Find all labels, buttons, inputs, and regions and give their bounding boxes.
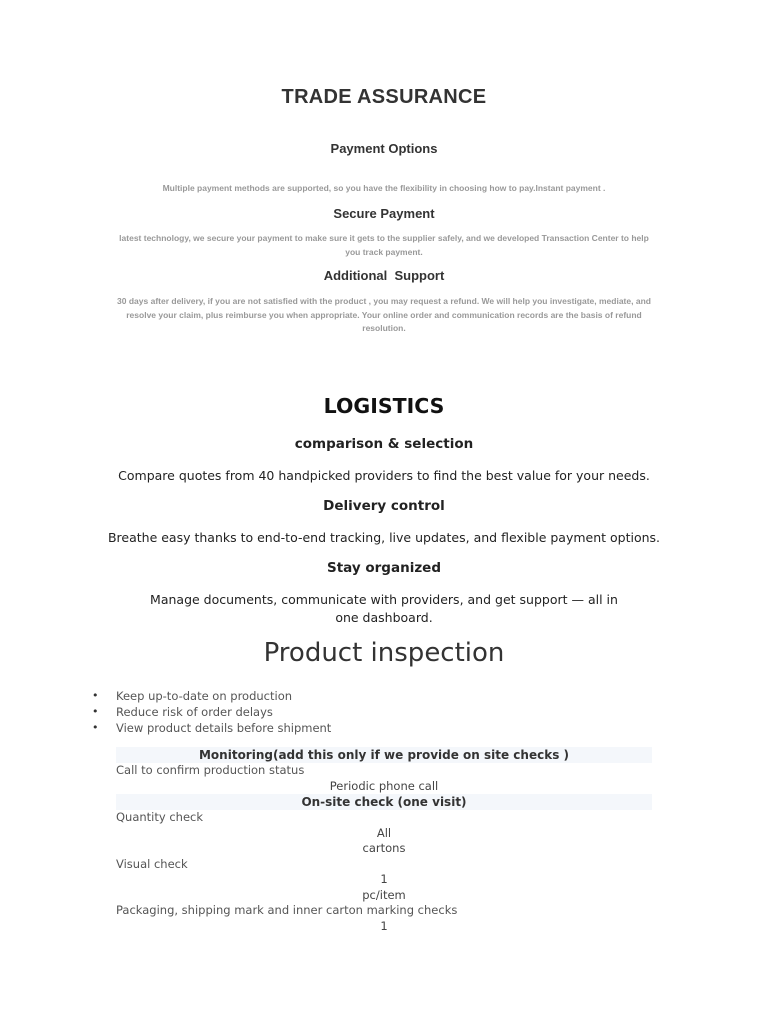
quantity-check-label: Quantity check [116, 810, 204, 824]
secure-payment-heading: Secure Payment [333, 206, 435, 221]
payment-options-text: Multiple payment methods are supported, so you have the flexibility in choosing how to pay.Instant payment . [162, 183, 606, 193]
visual-check-value: 1 [380, 872, 388, 886]
list-item [92, 704, 331, 720]
payment-options-heading: Payment Options [330, 141, 438, 156]
delivery-control-text: Breathe easy thanks to end-to-end tracking, live updates, and flexible payment options. [107, 530, 661, 545]
list-item [92, 688, 331, 704]
comparison-selection-text: Compare quotes from 40 handpicked providers to find the best value for your needs. [118, 468, 650, 483]
list-item-text: Reduce risk of order delays [116, 705, 273, 719]
benefits-list [92, 688, 332, 736]
bullet-icon: • [92, 705, 99, 718]
stay-organized-text: Manage documents, communicate with providers, and get support — all in one dashboard. [150, 592, 618, 625]
monitoring-value: Periodic phone call [329, 778, 439, 793]
bullet-icon: • [92, 689, 99, 702]
visual-check-unit: pc/item [362, 887, 406, 902]
packaging-check-value: 1 [380, 918, 388, 933]
stay-organized-heading: Stay organized [327, 560, 441, 576]
bullet-icon: • [92, 721, 99, 734]
additional-support-text: 30 days after delivery, if you are not satisfied with the product , you may request a refund. We will help you investigate, mediate, and resolve your claim, plus reimburse you when appropriate. Your online order and communication records are the basis of refund resolution. [117, 296, 651, 333]
delivery-control-heading: Delivery control [323, 498, 445, 514]
list-item-text: Keep up-to-date on production [116, 689, 293, 703]
comparison-selection-heading: comparison & selection [294, 436, 474, 452]
secure-payment-text: latest technology, we secure your payment to make sure it gets to the supplier safely, and we developed Transaction Center to help you track payment. [119, 233, 649, 257]
logistics-title: LOGISTICS [323, 394, 445, 418]
additional-support-heading: Additional Support [323, 268, 445, 283]
visual-check-label: Visual check [116, 856, 188, 871]
inspection-table [116, 747, 652, 934]
packaging-check-label: Packaging, shipping mark and inner carton marking checks [116, 903, 458, 917]
list-item-text: View product details before shipment [116, 721, 332, 735]
quantity-check-unit: cartons [362, 841, 406, 855]
monitoring-header: Monitoring(add this only if we provide on site checks ) [116, 747, 652, 763]
quantity-check-value: All [376, 825, 392, 840]
trade-assurance-title: TRADE ASSURANCE [281, 86, 487, 108]
list-item [92, 720, 332, 736]
onsite-header: On-site check (one visit) [116, 794, 652, 810]
monitoring-item: Call to confirm production status [116, 763, 305, 777]
product-inspection-title: Product inspection [263, 638, 505, 668]
